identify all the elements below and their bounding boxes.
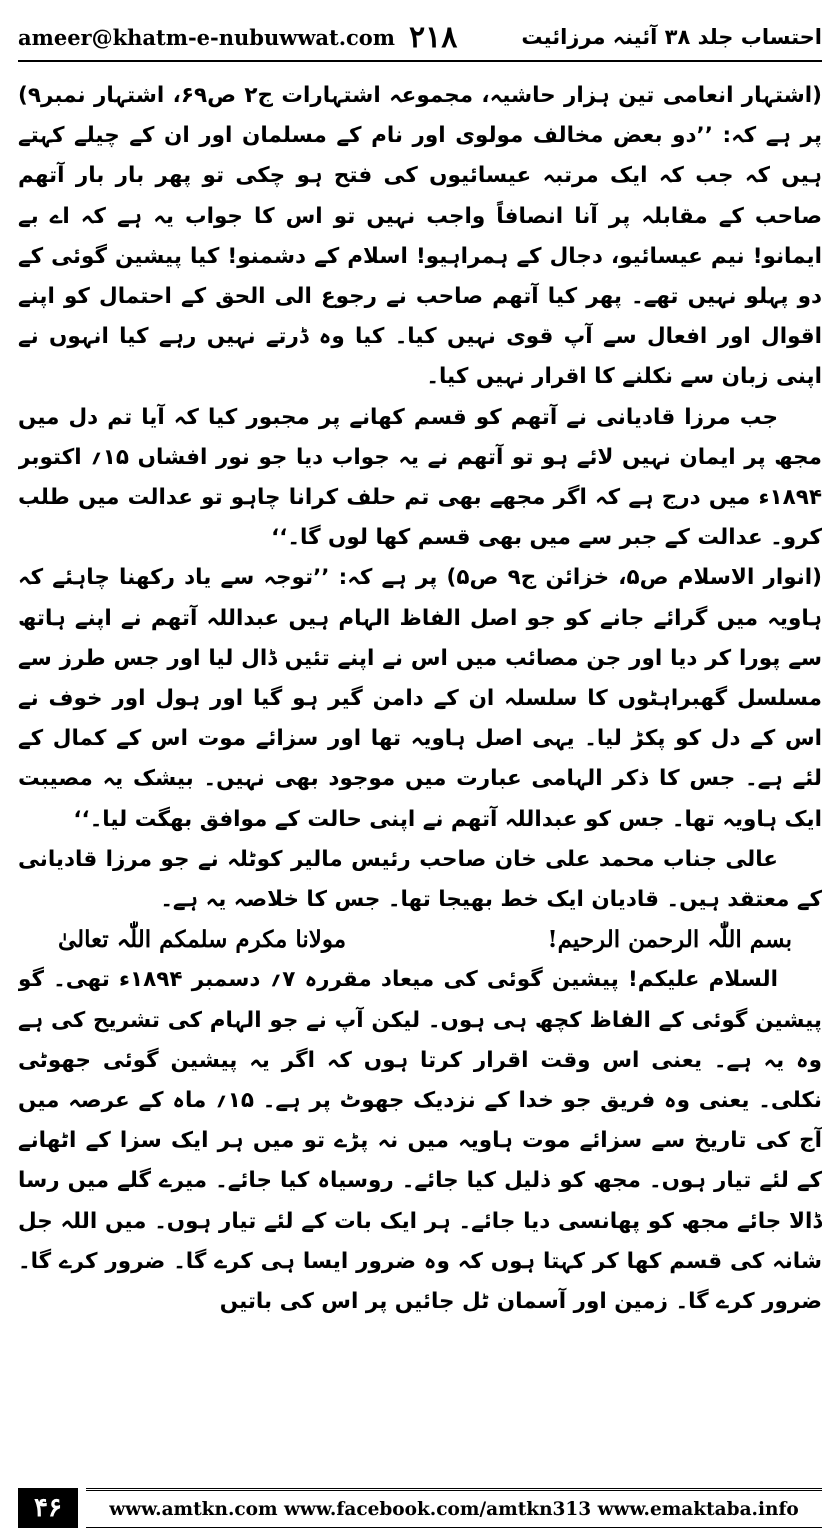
page-body [18,76,822,1471]
page-footer [18,1488,822,1528]
letter-heading [18,920,822,960]
header-left [18,20,457,55]
header-page-number: ۲۱۸ [409,19,458,55]
header-book-title: احتساب جلد ۳۸ آئینہ مرزائیت [521,25,822,49]
header-email: ameer@khatm-e-nubuwwat.com [18,24,396,50]
footer-page-number: ۴۶ [18,1488,78,1528]
paragraph-1: (اشتہار انعامی تین ہزار حاشیہ، مجموعہ اشتہارات ج۲ ص۶۹، اشتہار نمبر۹) پر ہے کہ: ’’دو بعض مخالف مولوی اور نام کے مسلمان اور ان کے چیلے کہتے ہیں کہ جب کہ ایک مرتبہ عیسائیوں کی فتح ہو چکی تو پھر بار بار آتھم صاحب کے مقابلہ پر آنا انصافاً واجب نہیں تو اس کا جواب یہ ہے کہ اے بے ایمانو! نیم عیسائیو، دجال کے ہمراہیو! اسلام کے دشمنو! کیا پیشین گوئی کے دو پہلو نہیں تھے۔ پھر کیا آتھم صاحب نے رجوع الی الحق کے احتمال کو اپنے اقوال اور افعال سے آپ قوی نہیں کیا۔ کیا وہ ڈرتے نہیں رہے کیا انہوں نے اپنی زبان سے نکلنے کا اقرار نہیں کیا۔ [18,83,822,390]
paragraph-3: (انوار الاسلام ص۵، خزائن ج۹ ص۵) پر ہے کہ: ’’توجہ سے یاد رکھنا چاہئے کہ ہاویہ میں گرائے جانے کو جو اصل الفاظ الہام ہیں عبداللہ آتھم نے اپنے ہاتھ سے پورا کر دیا اور جن مصائب میں اس نے اپنے تئیں ڈال لیا اور جس طرز سے مسلسل گھبراہٹوں کا سلسلہ ان کے دامن گیر ہو گیا اور ہول اور خوف نے اس کے دل کو پکڑ لیا۔ یہی اصل ہاویہ تھا اور سزائے موت اس کے کمال کے لئے ہے۔ جس کا ذکر الہامی عبارت میں موجود بھی نہیں۔ بیشک یہ مصیبت ایک ہاویہ تھا۔ جس کو عبداللہ آتھم نے اپنی حالت کے موافق بھگت لیا۔‘‘ [18,565,822,832]
letter-salutation: مولانا مکرم سلمکم اللّٰہ تعالیٰ [58,926,347,954]
letter-bismillah: بسم اللّٰہ الرحمن الرحیم! [547,926,792,954]
letter-body: السلام علیکم! پیشین گوئی کی میعاد مقررہ ۷؍ دسمبر ۱۸۹۴ء تھی۔ گو پیشین گوئی کے الفاظ کچھ ہی ہوں۔ لیکن آپ نے جو الہام کی تشریح کی ہے وہ یہ ہے۔ یعنی اس وقت اقرار کرتا ہوں کہ اگر یہ پیشین گوئی جھوٹی نکلی۔ یعنی وہ فریق جو خدا کے نزدیک جھوٹ پر ہے۔ ۱۵؍ ماہ کے عرصہ میں آج کی تاریخ سے سزائے موت ہاویہ میں نہ پڑے تو میں ہر ایک سزا کے اٹھانے کے لئے تیار ہوں۔ مجھ کو ذلیل کیا جائے۔ روسیاہ کیا جائے۔ میرے گلے میں رسا ڈالا جائے مجھ کو پھانسی دیا جائے۔ ہر ایک بات کے لئے تیار ہوں۔ میں اللہ جل شانہ کی قسم کھا کر کہتا ہوں کہ وہ ضرور ایسا ہی کرے گا۔ ضرور کرے گا۔ ضرور کرے گا۔ زمین اور آسمان ٹل جائیں پر اس کی باتیں [18,967,822,1315]
paragraph-2: جب مرزا قادیانی نے آتھم کو قسم کھانے پر مجبور کیا کہ آیا تم دل میں مجھ پر ایمان نہیں لائے ہو تو آتھم نے یہ جواب دیا جو نور افشاں ۱۵؍ اکتوبر ۱۸۹۴ء میں درج ہے کہ اگر مجھے بھی تم حلف کرانا چاہو تو عدالت میں طلب کرو۔ عدالت کے جبر سے میں بھی قسم کھا لوں گا۔‘‘ [18,404,822,551]
paragraph-4: عالی جناب محمد علی خان صاحب رئیس مالیر کوٹلہ نے جو مرزا قادیانی کے معتقد ہیں۔ قادیان ایک خط بھیجا تھا۔ جس کا خلاصہ یہ ہے۔ [18,846,822,913]
footer-urls: www.amtkn.com www.facebook.com/amtkn313 www.emaktaba.info [86,1488,822,1528]
page-header [18,14,822,62]
